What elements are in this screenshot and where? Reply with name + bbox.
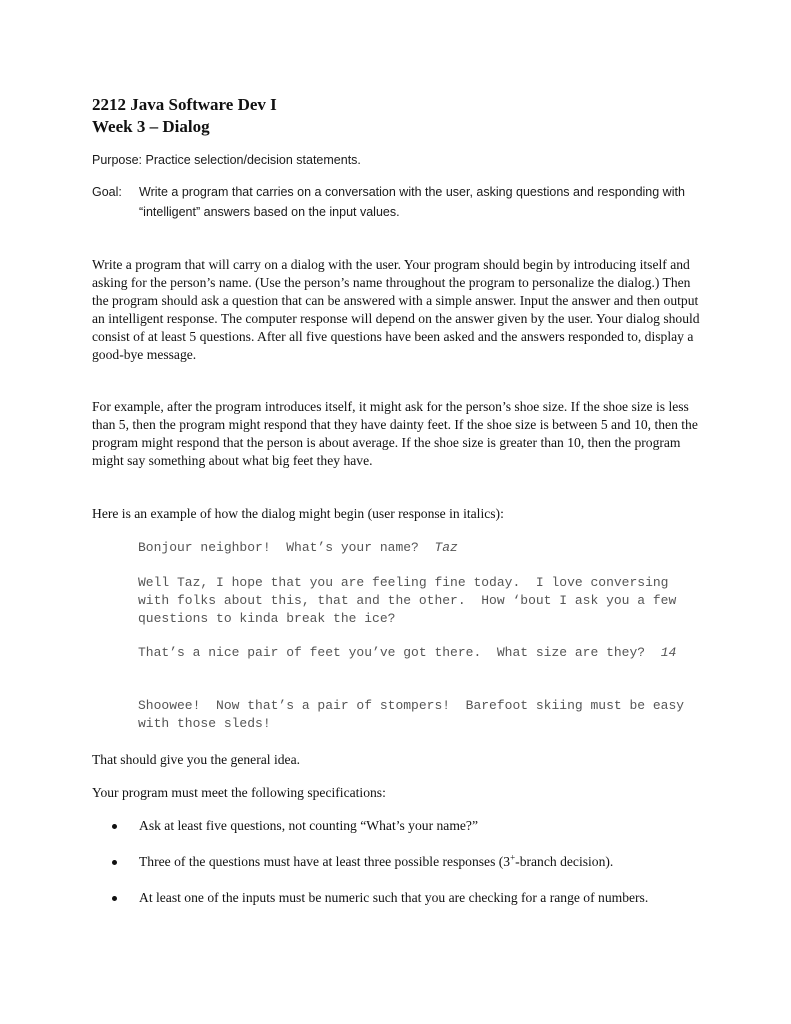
goal-label: Goal: [92, 185, 122, 199]
dialog-intro-paragraph: Here is an example of how the dialog might begin (user response in italics): [92, 506, 504, 521]
dialog-prompt: Bonjour neighbor! What’s your name? [138, 540, 435, 555]
dialog-line: Well Taz, I hope that you are feeling fine today. I love conversing with folks about this, that and the other. How ‘bout I ask you a few questions to kinda break the ice? [138, 575, 685, 626]
assignment-title: Week 3 – Dialog [92, 117, 210, 136]
goal-text: Write a program that carries on a conversation with the user, asking questions and responding with “intelligent” answers based on the input values. [139, 185, 685, 219]
example-paragraph: For example, after the program introduces itself, it might ask for the person’s shoe size. If the shoe size is less than 5, then the program might respond that they have dainty feet. If the shoe size is between 5 and 10, then the program might respond that the person is about average. If the shoe size is greater than 10, then the program might say something about what big feet they have. [92, 399, 698, 468]
purpose-label: Purpose: [92, 153, 143, 167]
general-idea-paragraph: That should give you the general idea. [92, 752, 300, 767]
dialog-user-response: 14 [660, 645, 677, 660]
bullet-icon [112, 824, 117, 829]
list-item [112, 889, 702, 907]
intro-paragraph: Write a program that will carry on a dialog with the user. Your program should begin by introducing itself and asking for the person’s name. (Use the person’s name throughout the program to personalize the dialog.) Then the program should ask a question that can be answered with a simple answer. Input the answer and then output an intelligent response. The computer response will depend on the answer given by the user. Your dialog should consist of at least 5 questions. After all five questions have been asked and the answers responded to, display a good-bye message. [92, 257, 700, 362]
course-title: 2212 Java Software Dev I [92, 95, 277, 114]
spec-text [139, 854, 613, 869]
spec-text-part: -branch decision). [515, 854, 614, 869]
dialog-prompt: That’s a nice pair of feet you’ve got there. What size are they? [138, 645, 661, 660]
bullet-icon [112, 860, 117, 865]
bullet-icon [112, 896, 117, 901]
spec-superscript: + [510, 852, 516, 863]
specs-list [112, 817, 702, 925]
dialog-line [138, 539, 698, 557]
list-item [112, 853, 702, 871]
spec-text: At least one of the inputs must be numeric such that you are checking for a range of numbers. [139, 890, 649, 905]
purpose-line [92, 150, 361, 170]
dialog-line [138, 644, 698, 662]
purpose-text: Practice selection/decision statements. [145, 153, 361, 167]
spec-text-part: Three of the questions must have at least three possible responses (3 [139, 854, 511, 869]
list-item [112, 817, 702, 835]
specs-intro-paragraph: Your program must meet the following specifications: [92, 785, 386, 800]
dialog-line: Shoowee! Now that’s a pair of stompers! Barefoot skiing must be easy with those sleds! [138, 698, 692, 731]
dialog-user-response: Taz [434, 540, 458, 555]
spec-text: Ask at least five questions, not counting “What’s your name?” [139, 818, 479, 833]
